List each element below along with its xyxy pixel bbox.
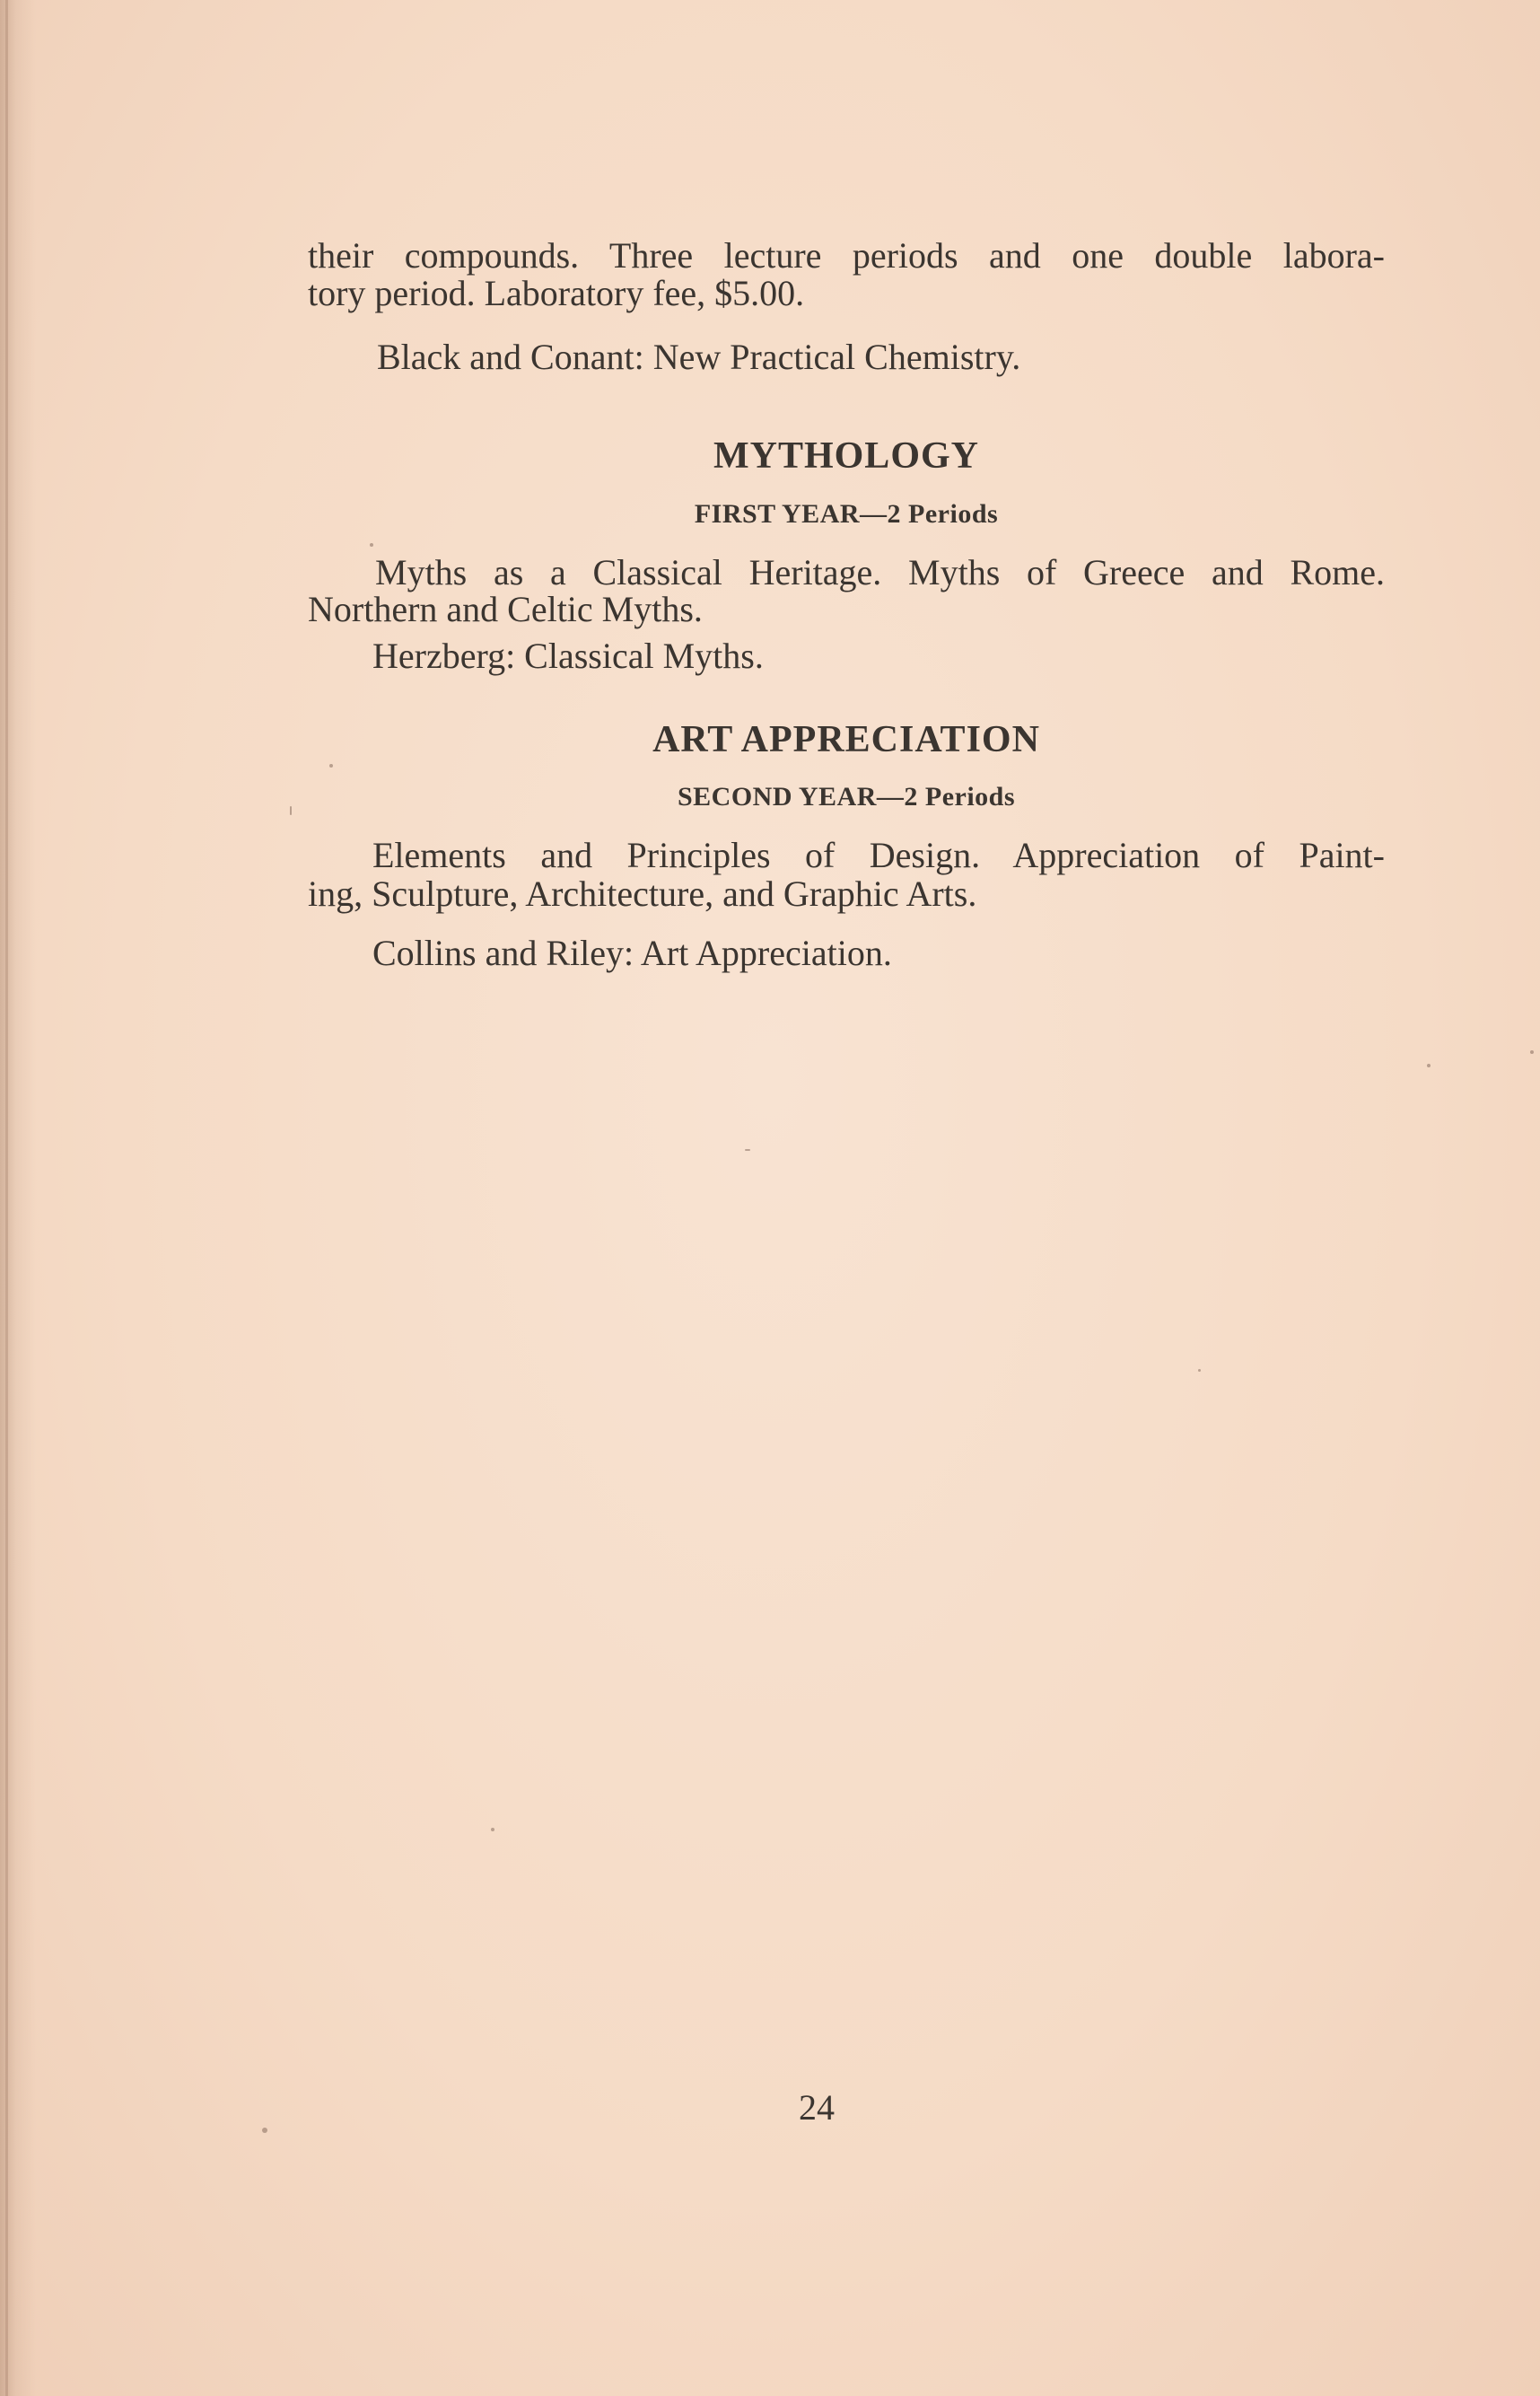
chemistry-paragraph-line-1: their compounds. Three lecture periods and one double labora-: [308, 235, 1385, 276]
art-description-line-1: Elements and Principles of Design. Appreciation of Paint-: [372, 835, 1385, 875]
binding-shadow: [5, 0, 8, 2396]
paper-speck: [262, 2128, 267, 2133]
paper-speck: [491, 1828, 494, 1831]
art-appreciation-subheading: SECOND YEAR—2 Periods: [677, 782, 1016, 812]
mythology-description-line-1: Myths as a Classical Heritage. Myths of Greece and Rome.: [375, 552, 1385, 592]
paper-speck: [329, 764, 333, 768]
paper-speck: [290, 806, 292, 815]
chemistry-paragraph-line-2: tory period. Laboratory fee, $5.00.: [308, 273, 805, 313]
mythology-heading: MYTHOLOGY: [713, 435, 979, 477]
art-description-line-2: ing, Sculpture, Architecture, and Graphic Arts.: [308, 873, 977, 914]
paper-speck: [1198, 1369, 1201, 1372]
mythology-description-line-2: Northern and Celtic Myths.: [308, 589, 703, 629]
chemistry-textbook: Black and Conant: New Practical Chemistry.: [377, 337, 1021, 377]
mythology-subheading: FIRST YEAR—2 Periods: [694, 499, 999, 529]
paper-speck: [1427, 1064, 1431, 1067]
page-number: 24: [799, 2087, 835, 2128]
art-appreciation-heading: ART APPRECIATION: [652, 719, 1040, 760]
paper-speck: [370, 543, 373, 547]
mythology-textbook: Herzberg: Classical Myths.: [372, 636, 764, 676]
art-textbook: Collins and Riley: Art Appreciation.: [372, 933, 892, 973]
paper-speck: [745, 1149, 750, 1151]
paper-speck: [1530, 1050, 1534, 1054]
